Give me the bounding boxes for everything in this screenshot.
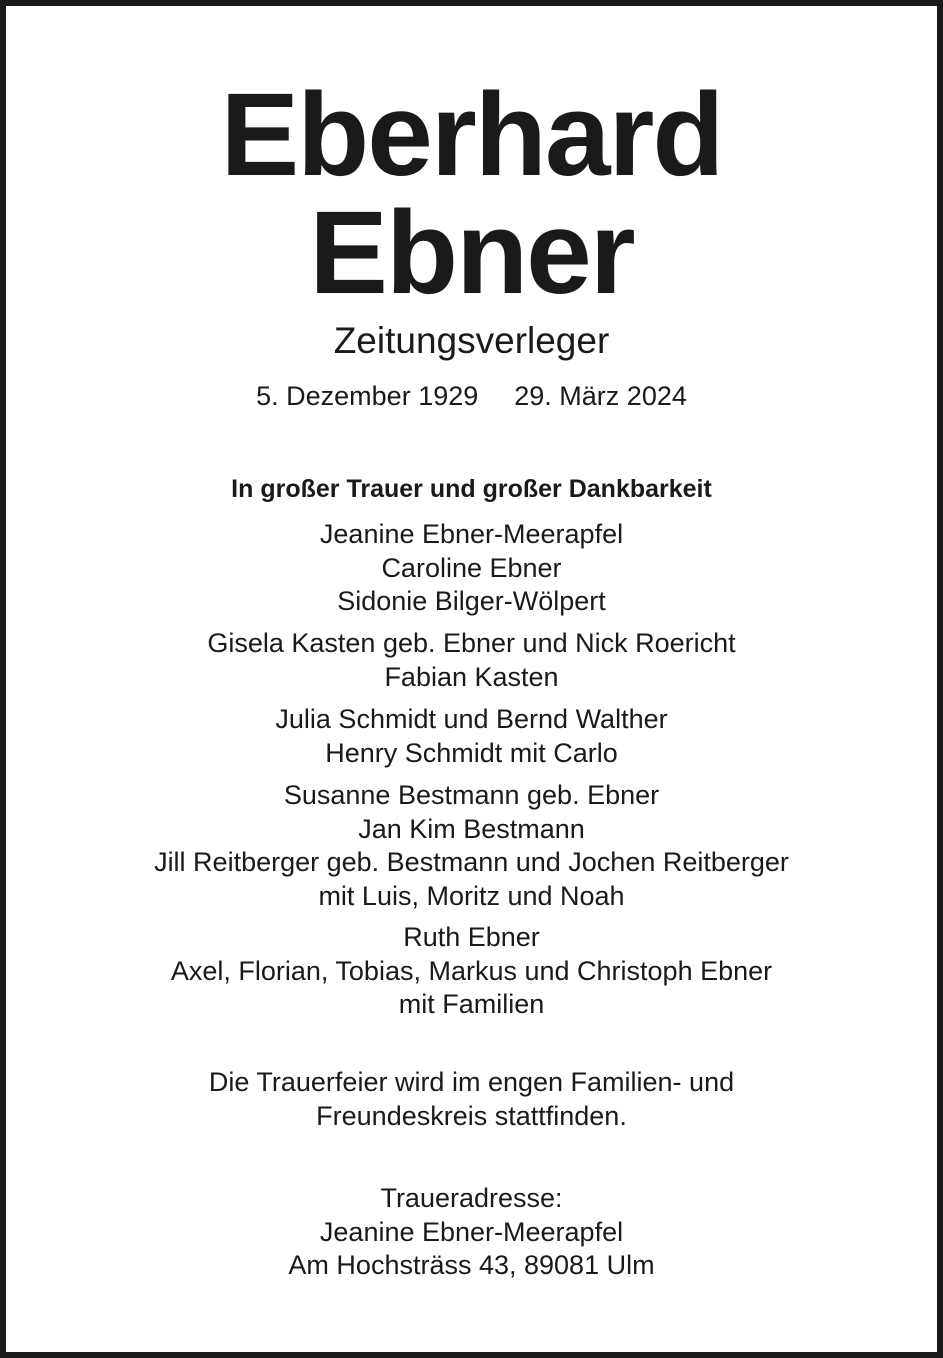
mourner-group [0,703,943,770]
address-label: Traueradresse: [380,1183,563,1213]
mourner-line: Henry Schmidt mit Carlo [325,737,618,768]
mourner-line: Caroline Ebner [381,552,562,583]
deceased-last-name: Ebner [309,187,634,319]
funeral-notice-line: Freundeskreis stattfinden. [316,1100,627,1131]
death-date: 29. März 2024 [514,381,687,411]
mourner-line: Axel, Florian, Tobias, Markus und Christoph Ebner [170,955,773,986]
deceased-profession: Zeitungsverleger [333,320,610,361]
mourner-line: Jan Kim Bestmann [358,813,585,844]
mourner-group [0,921,943,1022]
mourner-group [0,779,943,913]
mourner-line: Jill Reitberger geb. Bestmann und Jochen Reitberger [154,847,789,877]
mourner-line: mit Luis, Moritz und Noah [318,880,625,911]
mourner-line: Julia Schmidt und Bernd Walther [275,704,668,734]
address-street: Am Hochsträss 43, 89081 Ulm [288,1250,655,1280]
address-name: Jeanine Ebner-Meerapfel [319,1216,624,1247]
mourners-intro: In großer Trauer und großer Dankbarkeit [231,475,712,503]
birth-date: 5. Dezember 1929 [256,381,479,411]
mourner-line: Sidonie Bilger-Wölpert [337,586,606,616]
mourning-address [0,1182,943,1283]
mourner-line: Susanne Bestmann geb. Ebner [283,780,660,810]
mourner-line: Jeanine Ebner-Meerapfel [319,519,624,549]
mourner-line: Fabian Kasten [384,661,559,692]
mourner-group [0,627,943,694]
life-dates [0,379,943,413]
mourner-line: Ruth Ebner [403,922,540,952]
mourner-group [0,518,943,619]
funeral-notice [0,1066,943,1133]
mourner-line: Gisela Kasten geb. Ebner und Nick Roericht [207,628,736,658]
deceased-first-name: Eberhard [220,69,723,201]
mourner-line: mit Familien [398,989,545,1019]
funeral-notice-line: Die Trauerfeier wird im engen Familien- und [208,1067,735,1097]
